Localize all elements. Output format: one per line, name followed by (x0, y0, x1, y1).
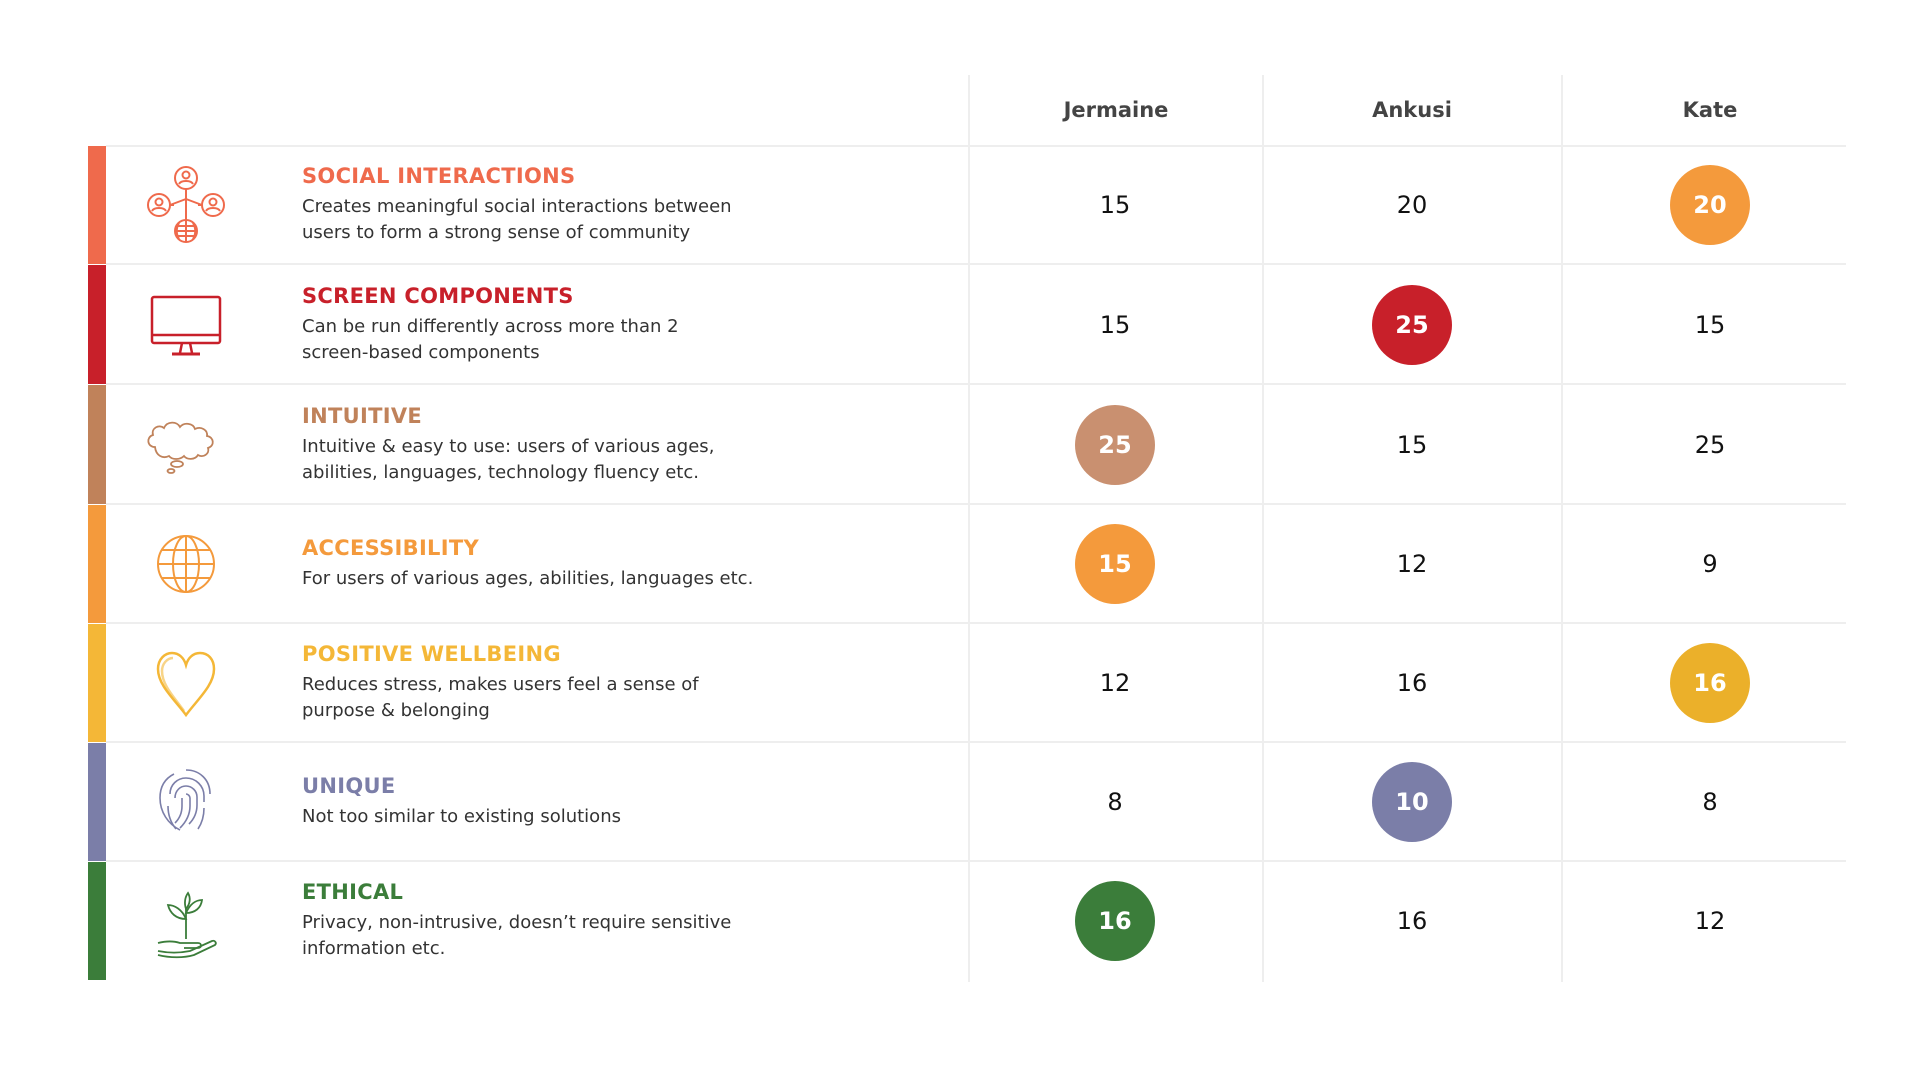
score-cell-jermaine: 15 (1099, 310, 1131, 339)
table-row (0, 385, 1920, 504)
row-title: SOCIAL INTERACTIONS (302, 164, 576, 188)
score-highlight-jermaine: 25 (1075, 405, 1155, 485)
row-title: SCREEN COMPONENTS (302, 283, 574, 308)
score-cell-kate: 9 (1702, 550, 1718, 578)
score-cell-jermaine: 12 (1099, 669, 1131, 697)
row-title: ACCESSIBILITY (302, 536, 479, 560)
row-description: Privacy, non-intrusive, doesn’t require sensitive information etc. (302, 912, 732, 959)
row-label (302, 385, 902, 504)
fingerprint-icon (138, 754, 234, 850)
score-highlight-jermaine: 16 (1075, 881, 1155, 961)
score-cell-kate: 12 (1694, 907, 1726, 935)
table-row (0, 505, 1920, 623)
row-description: Intuitive & easy to use: users of various ages, abilities, languages, technology fluency etc. (302, 435, 715, 483)
row-description: For users of various ages, abilities, languages etc. (302, 568, 754, 589)
column-header-ankusi: Ankusi (1372, 98, 1452, 122)
score-cell-ankusi: 16 (1396, 669, 1428, 697)
row-label (302, 505, 902, 623)
score-cell-ankusi: 12 (1396, 550, 1428, 578)
row-title: POSITIVE WELLBEING (302, 642, 561, 666)
row-label (302, 862, 902, 980)
row-title: UNIQUE (302, 774, 396, 798)
globe-icon (138, 516, 234, 612)
score-cell-jermaine: 8 (1107, 788, 1123, 816)
score-cell-jermaine: 15 (1099, 191, 1131, 219)
column-header-jermaine: Jermaine (1063, 98, 1169, 122)
score-cell-kate: 15 (1694, 310, 1726, 339)
score-highlight-jermaine: 15 (1075, 524, 1155, 604)
table-row (0, 265, 1920, 384)
row-color-bar (88, 624, 106, 742)
row-label (302, 743, 902, 861)
score-cell-kate: 25 (1694, 430, 1726, 459)
heart-icon (138, 635, 234, 731)
row-color-bar (88, 505, 106, 623)
score-cell-kate: 8 (1702, 788, 1718, 816)
score-cell-ankusi: 16 (1396, 907, 1428, 935)
network-people-icon (138, 157, 234, 253)
thought-cloud-icon (138, 397, 234, 493)
table-row (0, 146, 1920, 264)
row-title: INTUITIVE (302, 403, 423, 428)
table-row (0, 862, 1920, 980)
row-color-bar (88, 743, 106, 861)
sprout-hand-icon (138, 873, 234, 969)
table-header (0, 75, 1920, 145)
row-label (302, 146, 902, 264)
row-title: ETHICAL (302, 880, 404, 904)
column-header-kate: Kate (1682, 98, 1738, 122)
score-highlight-kate: 20 (1670, 165, 1750, 245)
score-highlight-kate: 16 (1670, 643, 1750, 723)
row-description: Not too similar to existing solutions (302, 806, 621, 827)
row-description: Can be run differently across more than 2 screen-based components (302, 315, 679, 363)
row-color-bar (88, 146, 106, 264)
row-color-bar (88, 385, 106, 504)
table-row (0, 624, 1920, 742)
monitor-icon (138, 277, 234, 373)
row-description: Creates meaningful social interactions between users to form a strong sense of community (302, 196, 732, 243)
score-cell-ankusi: 15 (1396, 430, 1428, 459)
score-cell-ankusi: 20 (1396, 191, 1428, 219)
row-label (302, 624, 902, 742)
table-row (0, 743, 1920, 861)
row-label (302, 265, 902, 384)
row-color-bar (88, 265, 106, 384)
row-description: Reduces stress, makes users feel a sense of purpose & belonging (302, 674, 699, 721)
row-color-bar (88, 862, 106, 980)
score-highlight-ankusi: 10 (1372, 762, 1452, 842)
score-highlight-ankusi: 25 (1372, 285, 1452, 365)
